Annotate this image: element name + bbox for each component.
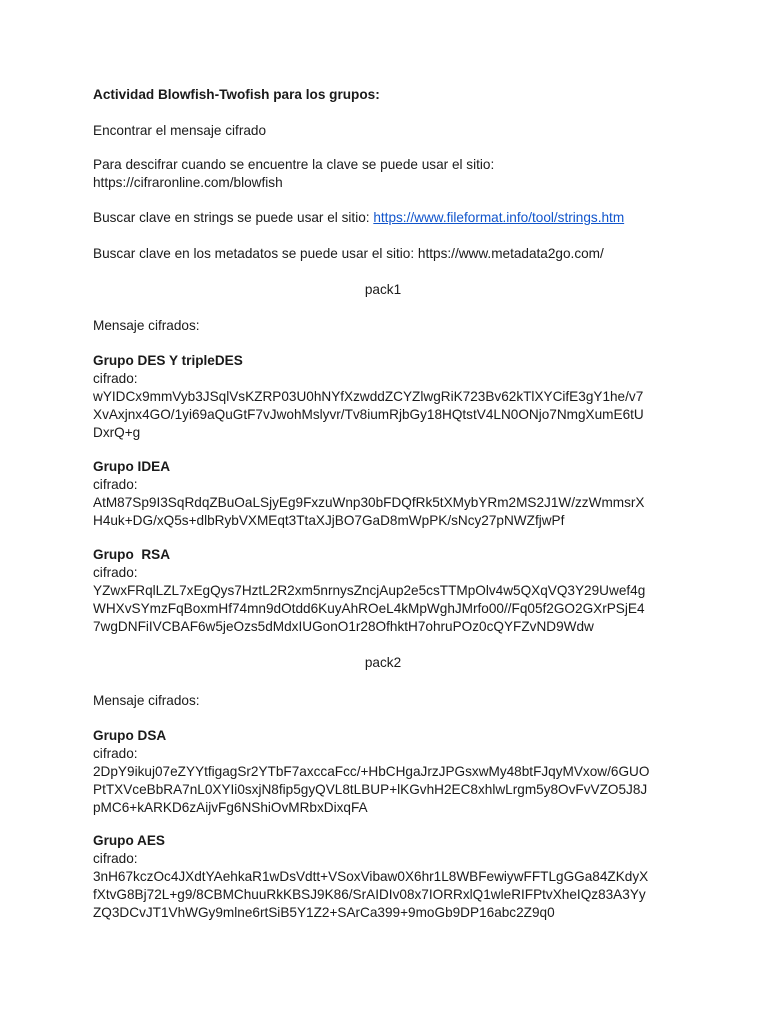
cipher-line: 7wgDNFiIVCBAF6w5jeOzs5dMdxIUGonO1r28OfhktH7ohruPOz0cQYFZvND9Wdw <box>93 619 594 634</box>
cipher-label: cifrado: <box>93 477 138 492</box>
document-title: Actividad Blowfish-Twofish para los grupos: <box>93 87 380 102</box>
group-name: Grupo RSA <box>93 547 171 562</box>
cipher-label: cifrado: <box>93 746 138 761</box>
intro-text: Encontrar el mensaje cifrado <box>93 123 267 138</box>
cipher-line: AtM87Sp9I3SqRdqZBuOaLSjyEg9FxzuWnp30bFDQfRk5tXMybYRm2MS2J1W/zzWmmsrX <box>93 495 645 510</box>
pack2-subheading: Mensaje cifrados: <box>93 693 200 708</box>
pack1-subheading: Mensaje cifrados: <box>93 318 200 333</box>
descifrar-text: Para descifrar cuando se encuentre la clave se puede usar el sitio: <box>93 157 495 172</box>
group-dsa <box>93 727 649 817</box>
strings-link[interactable]: https://www.fileformat.info/tool/strings.htm <box>373 210 625 225</box>
cipher-line: wYIDCx9mmVyb3JSqlVsKZRP03U0hNYfXzwddZCYZlwgRiK723Bv62kTlXYCifE3gY1he/v7 <box>93 389 644 404</box>
cipher-line: fXtvG8Bj72L+g9/8CBMChuuRkKBSJ9K86/SrAIDIv08x7IORRxlQ1wleRIFPtvXheIQz83A3Yy <box>93 887 646 902</box>
cipher-line: ZQ3DCvJT1VhWGy9mlne6rtSiB5Y1Z2+SArCa399+9moGb9DP16abc2Z9q0 <box>93 905 555 920</box>
cipher-line: WHXvSYmzFqBoxmHf74mn9dOtdd6KuyAhROeL4kMpWghJMrfo00//Fq05f2GO2GXrPSjE4 <box>93 601 645 616</box>
group-rsa <box>93 546 645 636</box>
cipher-line: 2DpY9ikuj07eZYYtfigagSr2YTbF7axccaFcc/+HbCHgaJrzJPGsxwMy48btFJqyMVxow/6GUO <box>93 764 650 779</box>
group-name: Grupo IDEA <box>93 459 171 474</box>
group-name: Grupo DSA <box>93 728 167 743</box>
cipher-label: cifrado: <box>93 851 138 866</box>
cipher-label: cifrado: <box>93 371 138 386</box>
group-name: Grupo AES <box>93 833 165 848</box>
pack2-heading: pack2 <box>364 655 402 670</box>
strings-text: Buscar clave en strings se puede usar el sitio: <box>93 210 374 225</box>
group-name: Grupo DES Y tripleDES <box>93 353 243 368</box>
group-des <box>93 352 644 442</box>
cipher-line: PtTXVceBbRA7nL0XYIi0sxjN8fip5gyQVL8tLBUP+lKGvhH2EC8xhlwLrgm5y8OvFvVZO5J8J <box>93 782 648 797</box>
cipher-label: cifrado: <box>93 565 138 580</box>
cipher-line: DxrQ+g <box>93 425 141 440</box>
pack1-heading: pack1 <box>364 282 402 297</box>
cipher-line: H4uk+DG/xQ5s+dlbRybVXMEqt3TtaXJjBO7GaD8mWpPK/sNcy27pNWZfjwPf <box>93 513 565 528</box>
descifrar-url: https://cifraronline.com/blowfish <box>93 175 283 190</box>
group-aes <box>93 832 648 922</box>
cipher-line: YZwxFRqlLZL7xEgQys7HztL2R2xm5nrnysZncjAup2e5csTTMpOlv4w5QXqVQ3Y29Uwef4g <box>93 583 646 598</box>
cipher-line: XvAxjnx4GO/1yi69aQuGtF7vJwohMslyvr/Tv8iumRjbGy18HQtstV4LN0ONjo7NmgXumE6tU <box>93 407 644 422</box>
cipher-line: pMC6+kARKD6zAijvFg6NShiOvMRbxDixqFA <box>93 800 368 815</box>
cipher-line: 3nH67kczOc4JXdtYAehkaR1wDsVdtt+VSoxVibaw0X6hr1L8WBFewiywFFTLgGGa84ZKdyX <box>93 869 649 884</box>
strings-instruction <box>93 209 624 227</box>
metadatos-text: Buscar clave en los metadatos se puede usar el sitio: https://www.metadata2go.com/ <box>93 246 604 261</box>
group-idea <box>93 458 644 530</box>
